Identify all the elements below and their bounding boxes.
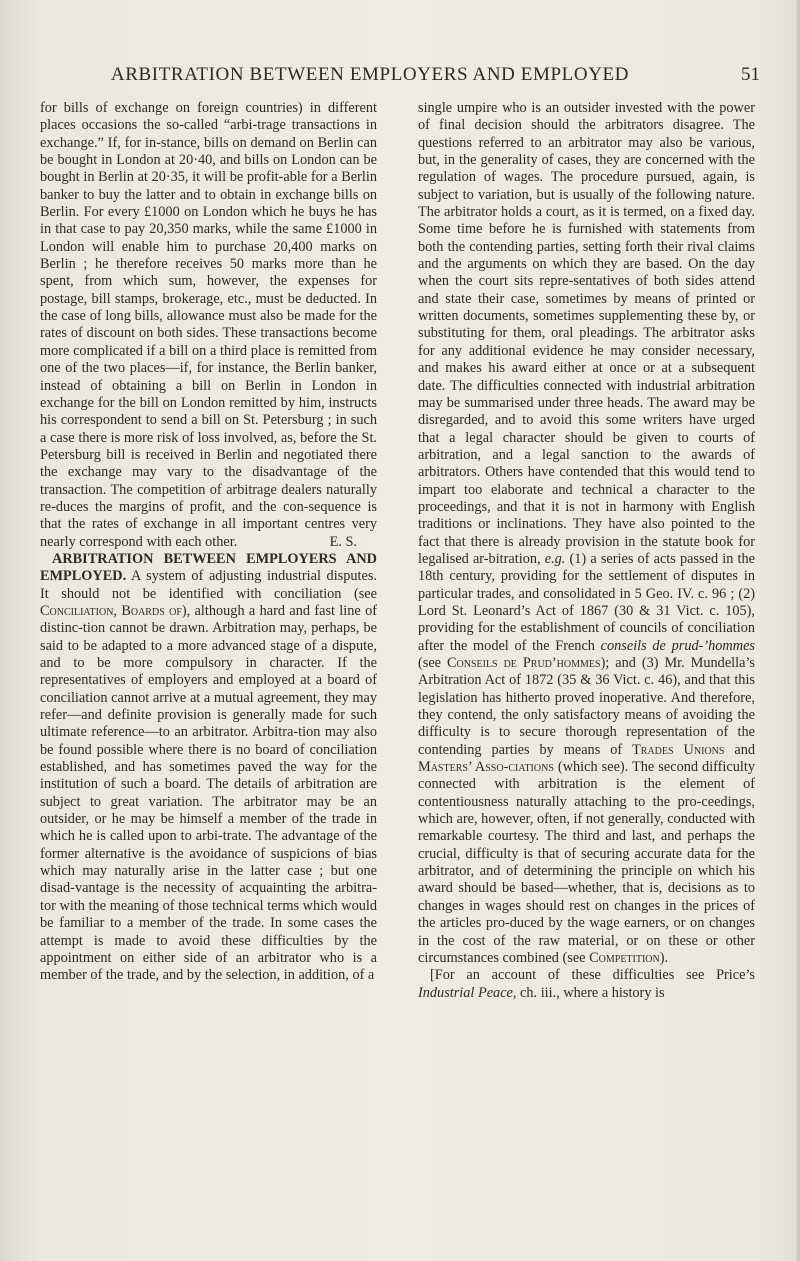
cross-reference-masters-associations: Masters’ Asso-ciations (418, 759, 554, 776)
procedure-text-5: and (724, 741, 755, 758)
entry-text-1: A system of adjusting industrial disputes. It should not be identified with conciliation (see (40, 568, 377, 602)
procedure-paragraph (418, 100, 755, 967)
procedure-text-4: ); and (3) Mr. Mundella’s Arbitration Act of 1872 (35 & 36 Vict. c. 46), and that this legislation has hitherto proved inoperative. And therefore, they contend, the only satisfactory means of avoiding the difficulty is to secure thorough representation of the contending parties by means of (418, 655, 755, 758)
procedure-text-2: (1) a series of acts passed in the 18th century, providing for the settlement of disputes in particular trades, and consolidated in 5 Geo. IV. c. 96 ; (2) Lord St. Leonard’s Act of 1867 (30 & 31 Vict. c. 105), providing for the establishment of councils of conciliation after the model of the French (418, 550, 755, 654)
arbitration-entry (40, 551, 377, 985)
conseils-term: conseils de prud-’hommes (600, 637, 755, 654)
entry-text-2: ), although a hard and fast line of distinc-tion cannot be drawn. Arbitration may, perhaps, be said to be adapted to a more advanced stage of a dispute, and to be more compulsory in character. If the representatives of employers and employed at a board of conciliation cannot arrive at a mutual agreement, they may refer—and definite provision is generally made for such ultimate reference—to an arbitrator. Arbitra-tion may also be found possible where there is no board of conciliation established, and has sometimes paved the way for the institution of such a board. The details of arbitration are subject to great variation. The arbitrator may be an outsider, or he may be himself a member of the trade in which he is called upon to arbi-trate. The advantage of the former alternative is the avoidance of suspicions of bias which may naturally arise in the latter case ; but one disad-vantage is the necessity of acquainting the arbitra-tor with the meaning of those technical terms which would be familiar to a member of the trade. In some cases the attempt is made to avoid these difficulties by the appointment on either side of an arbitrator who is a member of the trade, and by the selection, in addition, of a (40, 602, 377, 984)
exchange-text: for bills of exchange on foreign countries) in different places occasions the so-called “arbi-trage transactions in exchange.” If, for in-stance, bills on demand on Berlin can be bought in London at 20·40, and bills on London can be bought in Berlin at 20·35, it will be profit-able for a Berlin banker to buy the latter and to obtain in exchange bills on Berlin. For every £1000 on London which he buys he has in that case to pay 20,350 marks, while the same £1000 in London will enable him to purchase 20,400 marks on Berlin ; he therefore receives 50 marks more than he spent, from which sum, however, the expenses for postage, bill stamps, brokerage, etc., must be deducted. In the case of long bills, allowance must also be made for the rates of discount on both sides. These transactions become more complicated if a bill on a third place is remitted from one of the two places—if, for instance, the Berlin banker, instead of obtaining a bill on Berlin in London in exchange for the bill on London remitted by him, instructs his correspondent to send a bill on St. Petersburg ; in such a case there is more risk of loss involved, as, before the St. Petersburg bill is received in Berlin and negotiated there the exchange may vary to the disadvantage of the transaction. The competition of arbitrage dealers naturally re-duces the margins of profit, and the con-sequence is that the rates of exchange in all important centres very nearly correspond with each other. (40, 100, 377, 550)
procedure-text-1: single umpire who is an outsider invested with the power of final decision should the arbitrators disagree. The questions referred to an arbitrator may also be various, but, in the generality of cases, they are concerned with the regulation of wages. The procedure pursued, again, is subject to variation, but is usually of the following nature. The arbitrator holds a court, as it is termed, on a fixed day. Some time before he is furnished with statements from both the contending parties, setting forth their rival claims and the arguments on which they are based. On the day when the court sits repre-sentatives of both sides attend and state their case, sometimes by means of printed or written documents, sometimes supplementing these by, or substituting for them, oral pleadings. The arbitrator asks for any additional evidence he may consider necessary, and makes his award either at once or at a subsequent date. The difficulties connected with industrial arbitration may be summarised under three heads. The award may be disregarded, and to avoid this some writers have urged that a legal character should be given to courts of arbitration, and a legal sanction to the awards of arbitrators. Others have contended that this would tend to impart too elaborate and technical a character to the proceedings, and that it is not in harmony with English traditions or inclinations. They have also pointed to the fact that there is already provision in the statute book for legalised ar-bitration, (418, 100, 755, 567)
entry-heading: ARBITRATION BETWEEN EMPLOYERS AND EMPLOYED. (40, 550, 377, 585)
page-header (40, 64, 760, 90)
bibliography-text-2: , ch. iii., where a history is (512, 984, 665, 1001)
running-title: ARBITRATION BETWEEN EMPLOYERS AND EMPLOYED (110, 64, 630, 85)
procedure-text-7: ). (659, 949, 669, 966)
page-number: 51 (741, 64, 760, 85)
page-edge (796, 0, 800, 1261)
author-initials: E. S. (329, 533, 357, 550)
cross-reference-competition: Competition (589, 949, 660, 966)
left-column (40, 100, 377, 985)
eg-abbrev: e.g. (544, 550, 566, 567)
procedure-text-3: (see (418, 655, 447, 671)
procedure-text-6: (which see). The second difficulty connected with arbitration is the element of contentiousness naturally attaching to the pro-ceedings, which are, however, often, if not generally, conducted with remarkable courtesy. The third and last, and perhaps the crucial, difficulty is that of securing accurate data for the arbitrator, and of determining the principle on which his award should be based—whether, that is, decisions as to changes in wages should rest on changes in the prices of the articles pro-duced by the wage earners, or on changes in the cost of the raw material, or on these or other circumstances combined (see (418, 759, 755, 966)
bibliography-paragraph (418, 967, 755, 1002)
right-column (418, 100, 755, 1002)
book-title: Industrial Peace (418, 984, 513, 1001)
exchange-paragraph (40, 100, 377, 551)
cross-reference-conseils: Conseils de Prud’hommes (446, 655, 601, 671)
cross-reference-trades-unions: Trades Unions (632, 741, 725, 758)
cross-reference-conciliation: Conciliation, Boards of (40, 602, 182, 619)
bibliography-text-1: [For an account of these difficulties see Price’s (430, 967, 755, 984)
